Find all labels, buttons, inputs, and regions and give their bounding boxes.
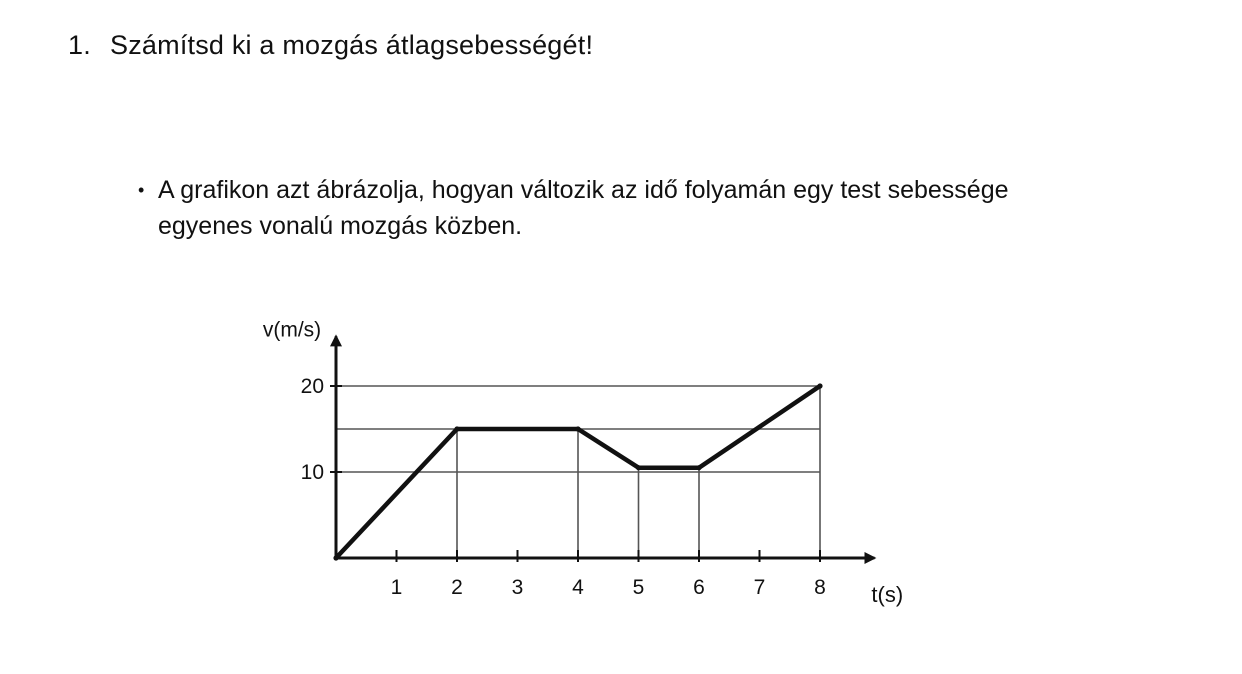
data-point-0-5: [817, 383, 822, 388]
description-text: A grafikon azt ábrázolja, hogyan változik az idő folyamán egy test sebessége egyenes vonalú mozgás közben.: [158, 176, 1009, 240]
x-tick-label-7: 7: [753, 576, 766, 599]
x-tick-label-5: 5: [632, 576, 645, 599]
x-tick-label-4: 4: [572, 576, 584, 599]
tick-labels: [301, 375, 826, 599]
y-tick-label-10: 10: [300, 461, 324, 484]
x-tick-label-6: 6: [693, 576, 705, 599]
task-number: 1.: [68, 30, 91, 60]
x-axis-label: t(s): [871, 582, 904, 607]
data-point-0-0: [333, 555, 338, 560]
guide-lines: [336, 386, 820, 558]
y-axis-label: v(m/s): [262, 318, 322, 342]
data-point-0-2: [575, 426, 580, 431]
x-tick-label-1: 1: [390, 576, 403, 599]
task-title: Számítsd ki a mozgás átlagsebességét!: [110, 30, 594, 60]
x-tick-label-2: 2: [451, 576, 463, 599]
tick-marks: [330, 386, 820, 562]
x-tick-label-8: 8: [814, 576, 826, 599]
data-point-0-4: [696, 465, 701, 470]
x-tick-label-3: 3: [511, 576, 524, 599]
y-tick-label-20: 20: [300, 375, 324, 398]
data-point-0-3: [636, 465, 641, 470]
bullet-icon: •: [138, 180, 145, 200]
data-point-0-1: [454, 426, 459, 431]
